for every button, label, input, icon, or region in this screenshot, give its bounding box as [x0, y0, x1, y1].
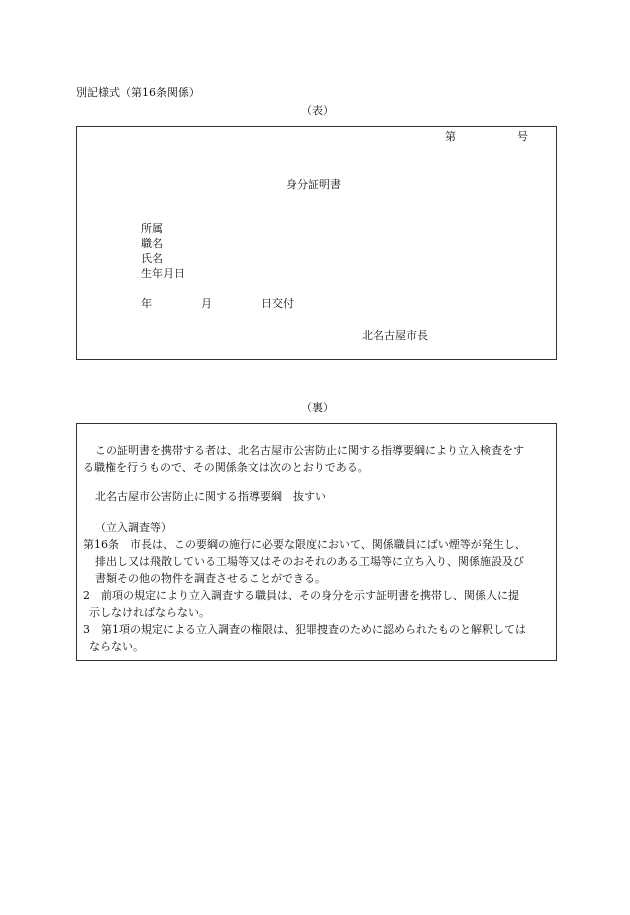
issuer: 北名古屋市長	[362, 329, 428, 342]
issue-year: 年	[141, 297, 152, 310]
number-prefix: 第	[445, 130, 456, 143]
back-heading: （裏）	[301, 401, 334, 414]
para-2-line-2: 示しなければならない。	[89, 606, 210, 619]
intro-paragraph	[83, 442, 524, 476]
intro-line-1: この証明書を携帯する者は、北名古屋市公害防止に関する指導要綱により立入検査をす	[95, 444, 524, 457]
article-16-line-2: 排出し又は飛散している工場等又はそのおそれのある工場等に立ち入り、関係施設及び	[95, 555, 524, 568]
front-card	[76, 126, 557, 360]
issue-day: 日交付	[261, 297, 294, 310]
article-caption: （立入調査等）	[95, 521, 172, 534]
para-3-line-2: ならない。	[89, 640, 144, 653]
number-suffix: 号	[517, 130, 528, 143]
article-block	[83, 519, 526, 655]
field-birthdate: 生年月日	[141, 267, 185, 280]
intro-line-2: る職権を行うもので、その関係条文は次のとおりである。	[83, 461, 369, 474]
card-title: 身分証明書	[286, 178, 341, 191]
form-caption: 別記様式（第16条関係）	[76, 86, 200, 99]
front-heading: （表）	[301, 104, 334, 117]
back-card	[76, 423, 557, 661]
para-3-line-1: 3 第1項の規定による立入調査の権限は、犯罪捜査のために認められたものと解釈しては	[83, 623, 526, 636]
para-2-line-1: 2 前項の規定により立入調査する職員は、その身分を示す証明書を携帯し、関係人に提	[83, 589, 519, 602]
article-16-line-3: 書類その他の物件を調査させることができる。	[95, 572, 326, 585]
excerpt-title: 北名古屋市公害防止に関する指導要綱 抜すい	[95, 490, 326, 503]
article-16-line-1: 第16条 市長は、この要綱の施行に必要な限度において、関係職員にばい煙等が発生し、	[83, 538, 526, 551]
field-affiliation: 所属	[141, 222, 163, 235]
field-name: 氏名	[141, 252, 163, 265]
field-position: 職名	[141, 237, 163, 250]
issue-month: 月	[201, 297, 212, 310]
